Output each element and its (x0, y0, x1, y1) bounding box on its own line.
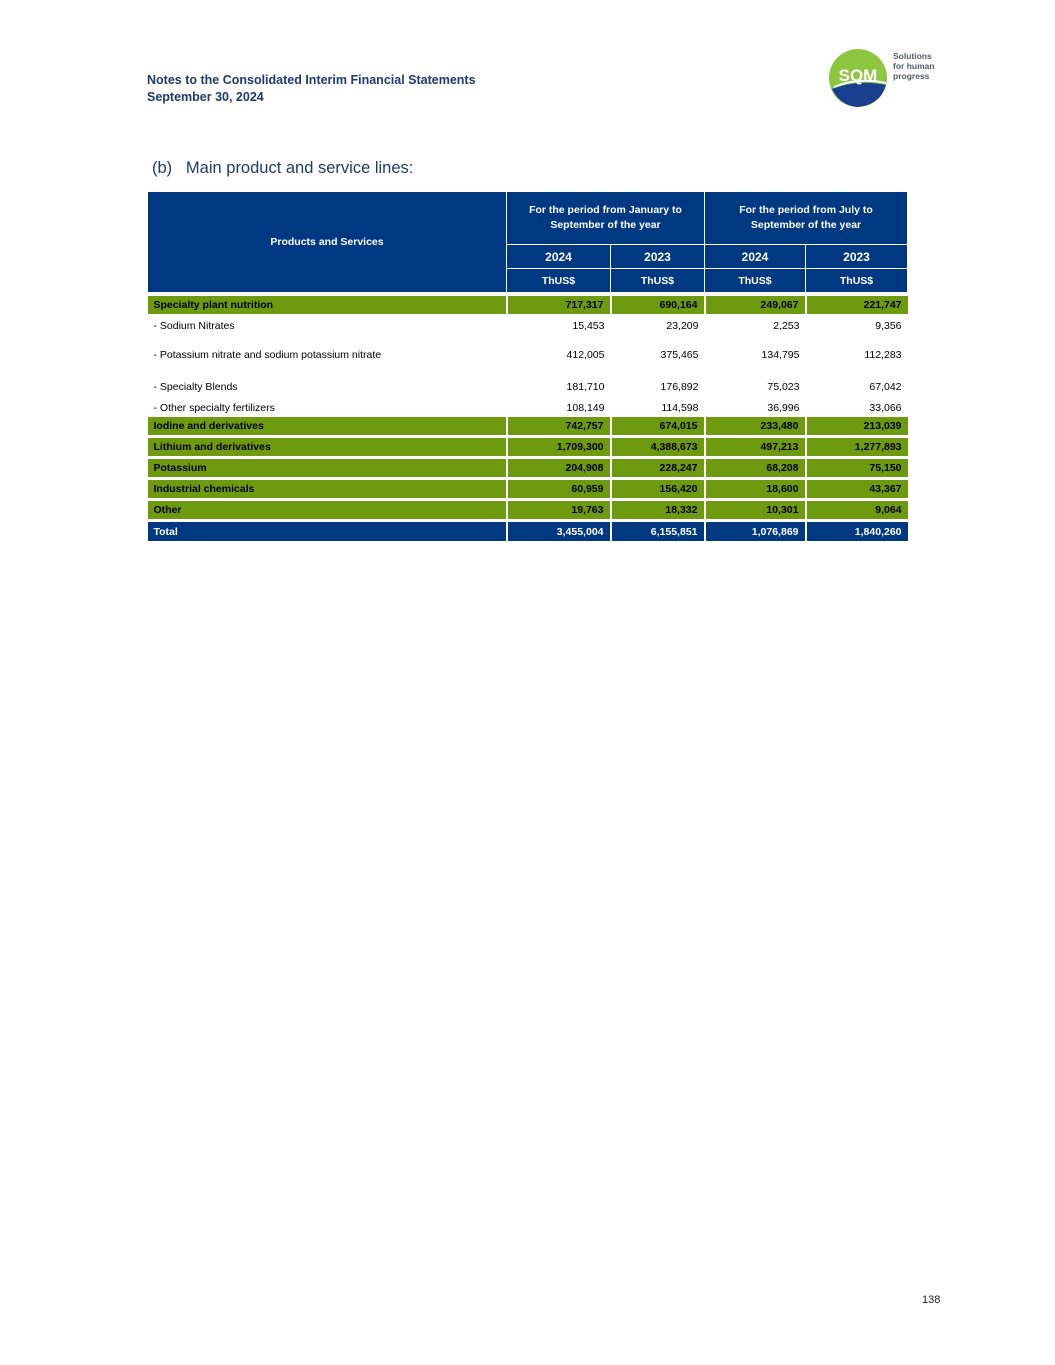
header-title: Notes to the Consolidated Interim Financial Statements (147, 73, 476, 87)
cell-value: 674,015 (611, 417, 705, 437)
cell-value: 112,283 (864, 349, 902, 361)
cell-value: 228,247 (611, 458, 705, 479)
section-title: (b) Main product and service lines: (152, 159, 414, 177)
category-column-header: Products and Services (148, 192, 507, 293)
page-number: 138 (922, 1294, 941, 1306)
cell-value: 213,039 (806, 417, 908, 437)
cell-value: 75,150 (806, 458, 908, 479)
cell-value: 1,076,869 (705, 521, 806, 542)
cell-value: 2,253 (773, 320, 800, 332)
cell-value: 204,908 (507, 458, 611, 479)
table-row-iodine (148, 417, 908, 437)
cell-value: 33,066 (869, 402, 902, 414)
cell-value: 134,795 (761, 349, 800, 361)
year-header: 2023 (611, 245, 705, 269)
row-label: Total (148, 521, 507, 542)
unit-header: ThUS$ (705, 269, 806, 293)
row-label: Lithium and derivatives (148, 437, 507, 458)
period-jul-sep-header: For the period from July to September of the year (705, 192, 908, 245)
table-row-sodium-nitrates (148, 316, 908, 336)
cell-value: 9,356 (875, 320, 902, 332)
table-row-total (148, 521, 908, 542)
logo-tagline (893, 51, 935, 81)
unit-header: ThUS$ (507, 269, 611, 293)
year-header: 2024 (705, 245, 806, 269)
table-row-specialty-blends (148, 375, 908, 399)
logo-brand-text: SQM (838, 66, 878, 85)
table-row-other (148, 500, 908, 521)
table-row-other-specialty-fertilizers (148, 399, 908, 417)
unit-header: ThUS$ (806, 269, 908, 293)
table-row-potassium-nitrate (148, 335, 908, 375)
cell-value: 233,480 (705, 417, 806, 437)
cell-value: 221,747 (806, 296, 908, 316)
cell-value: 114,598 (661, 402, 699, 414)
cell-value: 6,155,851 (611, 521, 705, 542)
cell-value: 9,064 (806, 500, 908, 521)
cell-value: 176,892 (660, 381, 699, 393)
logo-tagline-3: progress (893, 71, 930, 81)
cell-value: 18,332 (611, 500, 705, 521)
row-label: - Other specialty fertilizers (153, 402, 275, 414)
row-label: Specialty plant nutrition (148, 296, 507, 316)
cell-value: 742,757 (507, 417, 611, 437)
cell-value: 497,213 (705, 437, 806, 458)
table-row-industrial-chemicals (148, 479, 908, 500)
row-label: Potassium (148, 458, 507, 479)
cell-value: 19,763 (507, 500, 611, 521)
document-header (147, 72, 476, 106)
cell-value: 375,465 (660, 349, 699, 361)
cell-value: 156,420 (611, 479, 705, 500)
row-label: Iodine and derivatives (148, 417, 507, 437)
cell-value: 412,005 (566, 349, 605, 361)
row-label: Industrial chemicals (148, 479, 507, 500)
period-jan-sep-header: For the period from January to September of the year (507, 192, 705, 245)
cell-value: 10,301 (705, 500, 806, 521)
row-label: - Sodium Nitrates (153, 320, 235, 332)
table-row-specialty-plant-nutrition (148, 296, 908, 316)
cell-value: 181,710 (566, 381, 605, 393)
logo-tagline-1: Solutions (893, 51, 932, 61)
cell-value: 18,600 (705, 479, 806, 500)
cell-value: 1,709,300 (507, 437, 611, 458)
cell-value: 4,388,673 (611, 437, 705, 458)
cell-value: 1,277,893 (806, 437, 908, 458)
cell-value: 717,317 (507, 296, 611, 316)
table-row-potassium (148, 458, 908, 479)
unit-header: ThUS$ (611, 269, 705, 293)
cell-value: 75,023 (767, 381, 800, 393)
cell-value: 690,164 (611, 296, 705, 316)
cell-value: 15,453 (572, 320, 605, 332)
cell-value: 23,209 (666, 320, 699, 332)
cell-value: 68,208 (705, 458, 806, 479)
cell-value: 249,067 (705, 296, 806, 316)
year-header: 2023 (806, 245, 908, 269)
cell-value: 67,042 (869, 381, 902, 393)
row-label: - Potassium nitrate and sodium potassium nitrate (153, 349, 382, 361)
cell-value: 60,959 (507, 479, 611, 500)
sqm-logo-mark (828, 49, 890, 109)
row-label: - Specialty Blends (153, 381, 238, 393)
table-row-lithium (148, 437, 908, 458)
cell-value: 36,996 (767, 402, 800, 414)
row-label: Other (148, 500, 507, 521)
header-date: September 30, 2024 (147, 90, 264, 104)
cell-value: 1,840,260 (806, 521, 908, 542)
products-services-table (147, 191, 908, 541)
cell-value: 108,149 (566, 402, 605, 414)
cell-value: 3,455,004 (507, 521, 611, 542)
logo-tagline-2: for human (893, 61, 935, 71)
cell-value: 43,367 (806, 479, 908, 500)
year-header: 2024 (507, 245, 611, 269)
sqm-logo (828, 49, 948, 109)
